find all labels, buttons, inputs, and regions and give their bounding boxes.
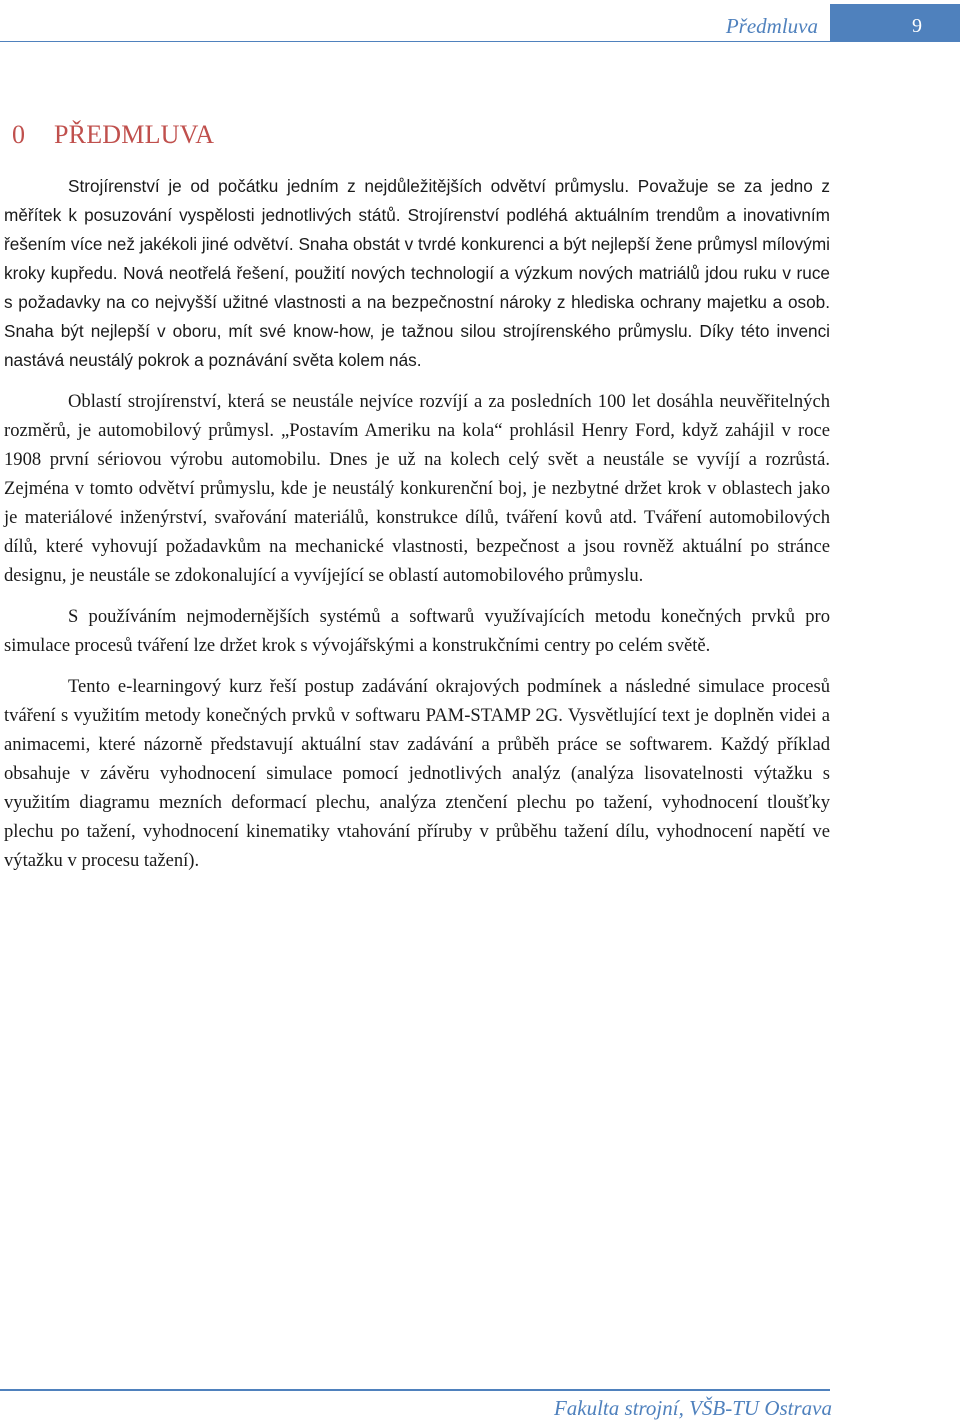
chapter-heading: [12, 119, 214, 151]
body-content: [4, 172, 830, 887]
paragraph: Tento e-learningový kurz řeší postup zadávání okrajových podmínek a následné simulace procesů tváření s využitím metody konečných prvků v softwaru PAM-STAMP 2G. Vysvětlující text je doplněn videi a animacemi, které názorně představují aktuální stav zadávání a průběh práce se softwarem. Každý příklad obsahuje v závěru vyhodnocení simulace pomocí jednotlivých analýz (analýza lisovatelnosti výtažku s využitím diagramu mezních deformací plechu, analýza ztenčení plechu po tažení, vyhodnocení tloušťky plechu po tažení, vyhodnocení kinematiky vtahování příruby v průběhu tažení dílu, vyhodnocení napětí ve výtažku v procesu tažení).: [4, 676, 830, 871]
page-header: [0, 0, 960, 42]
page-number: 9: [912, 15, 922, 37]
paragraph: Oblastí strojírenství, která se neustále nejvíce rozvíjí a za posledních 100 let dosáhla neuvěřitelných rozměrů, je automobilový průmysl. „Postavím Ameriku na kola“ prohlásil Henry Ford, když zahájil v roce 1908 první sériovou výrobu automobilu. Dnes je už na kolech celý svět a neustále se vyvíjí a rozrůstá. Zejména v tomto odvětví průmyslu, kde je neustálý konkurenční boj, je nezbytné držet krok v oblastech jako je materiálové inženýrství, svařování materiálů, konstrukce dílů, tváření kovů atd. Tváření automobilových dílů, které vyhovují požadavkům na mechanické vlastnosti, bezpečnost a jsou rovněž aktuální po stránce designu, je neustále se zdokonalující a vyvíjející se oblastí automobilového průmyslu.: [4, 391, 830, 586]
footer-text: Fakulta strojní, VŠB-TU Ostrava: [553, 1396, 832, 1420]
page-number-box: [830, 4, 960, 42]
footer-rule: [0, 1389, 830, 1391]
paragraph: Strojírenství je od počátku jedním z nejdůležitějších odvětví průmyslu. Považuje se za jedno z měřítek k posuzování vyspělosti jednotlivých států. Strojírenství podléhá aktuálním trendům a inovativním řešením více než jakékoli jiné odvětví. Snaha obstát v tvrdé konkurenci a být nejlepší žene průmysl mílovými kroky kupředu. Nová neotřelá řešení, použití nových technologií a výzkum nových matriálů jdou ruku v ruce s požadavky na co nejvyšší užitné vlastnosti a na bezpečnostní nároky z hlediska ochrany majetku a osob. Snaha být nejlepší v oboru, mít své know-how, je tažnou silou strojírenského průmyslu. Díky této invenci nastává neustálý pokrok a poznávání světa kolem nás.: [4, 176, 830, 370]
running-header-title: Předmluva: [725, 14, 818, 38]
chapter-title: PŘEDMLUVA: [54, 120, 215, 149]
header-rule: [0, 41, 830, 42]
chapter-number: 0: [12, 120, 26, 149]
paragraph: S používáním nejmodernějších systémů a softwarů využívajících metodu konečných prvků pro simulace procesů tváření lze držet krok s vývojářskými a konstrukčními centry po celém světě.: [4, 606, 830, 656]
